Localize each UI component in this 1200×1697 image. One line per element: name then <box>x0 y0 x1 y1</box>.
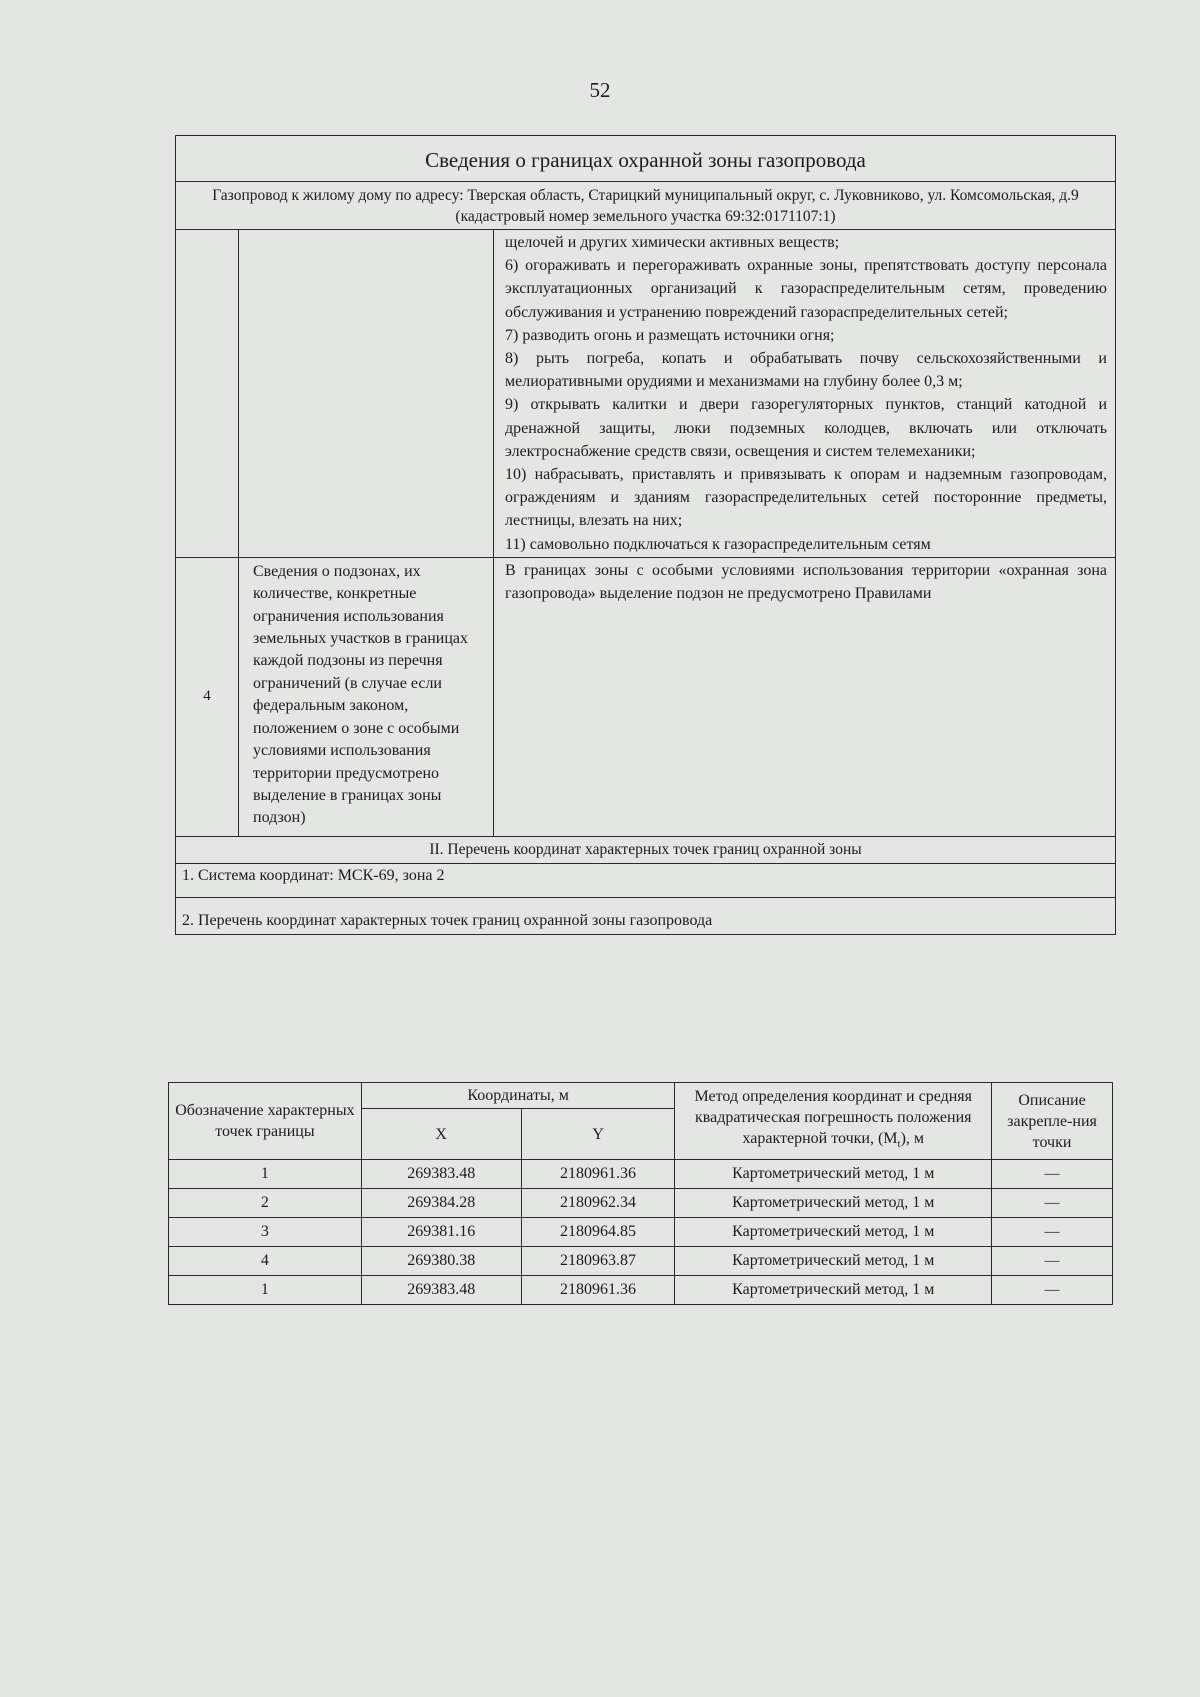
restriction-item: 10) набрасывать, приставлять и привязывать к опорам и надземным газопроводам, ограждениям и зданиям газораспределительных сетей посторонние предметы, лестницы, влезать на них; <box>505 466 1107 530</box>
point-cell: 4 <box>169 1247 362 1276</box>
table-row <box>169 1218 1113 1247</box>
subzones-text: В границах зоны с особыми условиями использования территории «охранная зона газопровода» выделение подзон не предусмотрено Правилами <box>505 561 1107 603</box>
header-coordinates: Координаты, м <box>361 1083 675 1109</box>
restriction-item: 7) разводить огонь и размещать источники огня; <box>505 326 835 344</box>
header-method: Метод определения координат и средняя квадратическая погрешность положения характерной точки, $(M_t)$, м <box>675 1083 992 1160</box>
coordinates-table <box>168 1082 1113 1305</box>
point-cell: 1 <box>169 1276 362 1305</box>
page-number: 52 <box>589 78 611 102</box>
table-row <box>169 1247 1113 1276</box>
header-x: X <box>361 1109 521 1160</box>
row-number-cell <box>176 230 239 557</box>
row-number: 4 <box>176 558 239 836</box>
method-cell: Картометрический метод, 1 м <box>675 1247 992 1276</box>
method-cell: Картометрический метод, 1 м <box>675 1189 992 1218</box>
zone-info-table <box>175 135 1116 935</box>
point-cell: 1 <box>169 1160 362 1189</box>
subzones-row <box>176 558 1115 837</box>
restrictions-text <box>494 230 1115 557</box>
x-cell: 269384.28 <box>361 1189 521 1218</box>
desc-cell: — <box>992 1247 1113 1276</box>
y-cell: 2180963.87 <box>521 1247 675 1276</box>
row-label-cell <box>239 230 494 557</box>
x-cell: 269380.38 <box>361 1247 521 1276</box>
desc-cell: — <box>992 1189 1113 1218</box>
document-title: Сведения о границах охранной зоны газопровода <box>176 136 1115 182</box>
method-cell: Картометрический метод, 1 м <box>675 1276 992 1305</box>
subzones-label: Сведения о подзонах, их количестве, конкретные ограничения использования земельных участков в границах каждой подзоны из перечня ограничений (в случае если федеральным законом, положением о зоне с особыми условиями использования территории предусмотрено выделение в границах зоны подзон) <box>239 558 494 836</box>
y-cell: 2180962.34 <box>521 1189 675 1218</box>
desc-cell: — <box>992 1218 1113 1247</box>
table-row <box>169 1160 1113 1189</box>
points-list-title: 2. Перечень координат характерных точек границ охранной зоны газопровода <box>182 911 713 929</box>
method-cell: Картометрический метод, 1 м <box>675 1160 992 1189</box>
restrictions-row-continued <box>176 230 1115 558</box>
y-cell: 2180964.85 <box>521 1218 675 1247</box>
restriction-item: 9) открывать калитки и двери газорегуляторных пунктов, станций катодной и дренажной защиты, люки подземных колодцев, включать или отключать электроснабжение средств связи, освещения и систем телемеханики; <box>505 396 1107 460</box>
method-cell: Картометрический метод, 1 м <box>675 1218 992 1247</box>
y-cell: 2180961.36 <box>521 1276 675 1305</box>
coordinate-system: 1. Система координат: МСК-69, зона 2 <box>176 864 1115 898</box>
table-row <box>169 1276 1113 1305</box>
x-cell: 269381.16 <box>361 1218 521 1247</box>
restriction-item: щелочей и других химически активных веществ; <box>505 234 840 251</box>
x-cell: 269383.48 <box>361 1276 521 1305</box>
desc-cell: — <box>992 1276 1113 1305</box>
document-subtitle: Газопровод к жилому дому по адресу: Тверская область, Старицкий муниципальный округ, с. Луковниково, ул. Комсомольская, д.9 (кадастровый номер земельного участка 69:32:0171107:1) <box>176 182 1115 230</box>
restriction-item: 8) рыть погреба, копать и обрабатывать почву сельскохозяйственными и мелиоративными орудиями и механизмами на глубину более 0,3 м; <box>505 350 1107 391</box>
point-cell: 2 <box>169 1189 362 1218</box>
desc-cell: — <box>992 1160 1113 1189</box>
x-cell: 269383.48 <box>361 1160 521 1189</box>
point-cell: 3 <box>169 1218 362 1247</box>
restriction-item: 6) огораживать и перегораживать охранные зоны, препятствовать доступу персонала эксплуатационных организаций к газораспределительным сетям, проведению обслуживания и устранению повреждений газораспределительных сетей; <box>505 257 1107 321</box>
section-2-title: II. Перечень координат характерных точек границ охранной зоны <box>176 837 1115 864</box>
restriction-item: 11) самовольно подключаться к газораспределительным сетям <box>505 535 931 553</box>
header-description: Описание закрепле-ния точки <box>992 1083 1113 1160</box>
y-cell: 2180961.36 <box>521 1160 675 1189</box>
header-point: Обозначение характерных точек границы <box>169 1083 362 1160</box>
table-row <box>169 1189 1113 1218</box>
header-y: Y <box>521 1109 675 1160</box>
